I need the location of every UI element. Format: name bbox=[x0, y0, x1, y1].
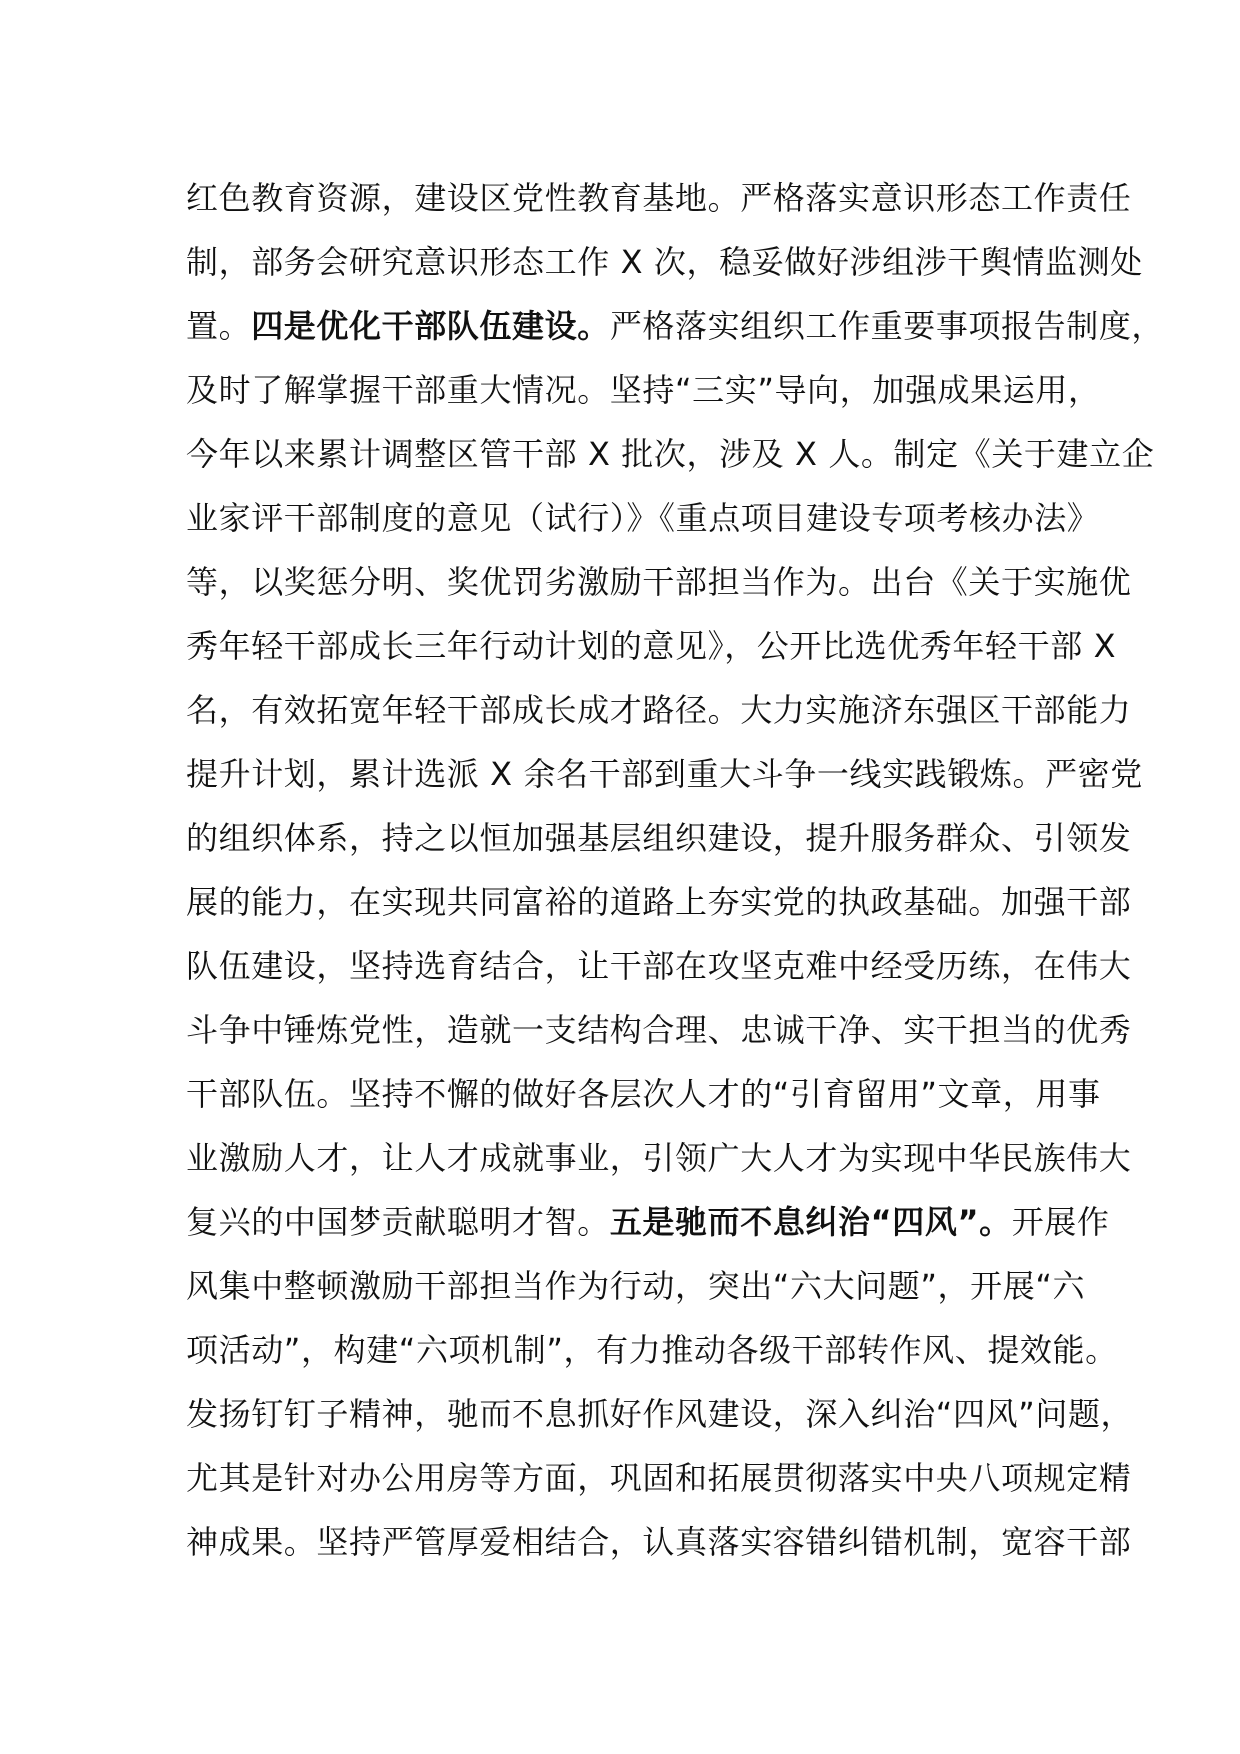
text-line bbox=[186, 550, 1132, 614]
text-line bbox=[186, 1318, 1118, 1382]
text-line bbox=[186, 998, 1132, 1062]
text-segment: 队伍建设，坚持选育结合，让干部在攻坚克难中经受历练，在伟大 bbox=[186, 947, 1132, 985]
text-segment: 严格落实组织工作重要事项报告制度， bbox=[609, 307, 1165, 345]
text-segment: 斗争中锤炼党性，造就一支结构合理、忠诚干净、实干担当的优秀 bbox=[186, 1011, 1132, 1049]
text-line bbox=[186, 1062, 1101, 1126]
text-segment: 名，有效拓宽年轻干部成长成才路径。大力实施济东强区干部能力 bbox=[186, 691, 1132, 729]
text-line bbox=[186, 614, 1117, 678]
text-line bbox=[186, 230, 1143, 294]
text-line bbox=[186, 1446, 1132, 1510]
text-segment: 今年以来累计调整区管干部 X 批次，涉及 X 人。制定《关于建立企 bbox=[186, 435, 1155, 473]
text-segment: 秀年轻干部成长三年行动计划的意见》，公开比选优秀年轻干部 X bbox=[186, 627, 1117, 665]
text-segment: 红色教育资源，建设区党性教育基地。严格落实意识形态工作责任 bbox=[186, 179, 1132, 217]
text-segment: 业家评干部制度的意见（试行）》《重点项目建设专项考核办法》 bbox=[186, 499, 1100, 537]
text-line bbox=[186, 1510, 1132, 1574]
text-line bbox=[186, 806, 1132, 870]
text-line bbox=[186, 486, 1100, 550]
text-line bbox=[186, 294, 1165, 358]
text-line bbox=[186, 1382, 1134, 1446]
text-line bbox=[186, 358, 1101, 422]
text-segment: 业激励人才，让人才成就事业，引领广大人才为实现中华民族伟大 bbox=[186, 1139, 1132, 1177]
text-line bbox=[186, 1254, 1086, 1318]
text-line bbox=[186, 934, 1132, 998]
text-segment: 风集中整顿激励干部担当作为行动，突出“六大问题”，开展“六 bbox=[186, 1267, 1086, 1305]
text-segment: 神成果。坚持严管厚爱相结合，认真落实容错纠错机制，宽容干部 bbox=[186, 1523, 1132, 1561]
text-line bbox=[186, 742, 1143, 806]
text-line bbox=[186, 1190, 1110, 1254]
text-segment: 置。 bbox=[186, 307, 252, 345]
text-segment: 的组织体系，持之以恒加强基层组织建设，提升服务群众、引领发 bbox=[186, 819, 1132, 857]
text-segment: 展的能力，在实现共同富裕的道路上夯实党的执政基础。加强干部 bbox=[186, 883, 1132, 921]
body-text bbox=[186, 166, 1165, 1574]
text-segment: 提升计划，累计选派 X 余名干部到重大斗争一线实践锻炼。严密党 bbox=[186, 755, 1143, 793]
text-segment: 复兴的中国梦贡献聪明才智。 bbox=[186, 1203, 610, 1241]
text-line bbox=[186, 166, 1132, 230]
text-segment: 制，部务会研究意识形态工作 X 次，稳妥做好涉组涉干舆情监测处 bbox=[186, 243, 1143, 281]
text-segment: 尤其是针对办公用房等方面，巩固和拓展贯彻落实中央八项规定精 bbox=[186, 1459, 1132, 1497]
text-line bbox=[186, 870, 1132, 934]
bold-heading-text: 四是优化干部队伍建设。 bbox=[251, 307, 610, 345]
text-segment: 等，以奖惩分明、奖优罚劣激励干部担当作为。出台《关于实施优 bbox=[186, 563, 1132, 601]
text-line bbox=[186, 678, 1132, 742]
bold-heading-text: 五是驰而不息纠治“四风”。 bbox=[609, 1203, 1012, 1241]
text-segment: 干部队伍。坚持不懈的做好各层次人才的“引育留用”文章，用事 bbox=[186, 1075, 1101, 1113]
text-segment: 及时了解掌握干部重大情况。坚持“三实”导向，加强成果运用， bbox=[186, 371, 1101, 409]
text-segment: 项活动”，构建“六项机制”，有力推动各级干部转作风、提效能。 bbox=[186, 1331, 1118, 1369]
text-segment: 开展作 bbox=[1011, 1203, 1110, 1241]
text-line bbox=[186, 422, 1155, 486]
text-segment: 发扬钉钉子精神，驰而不息抓好作风建设，深入纠治“四风”问题， bbox=[186, 1395, 1134, 1433]
text-line bbox=[186, 1126, 1132, 1190]
